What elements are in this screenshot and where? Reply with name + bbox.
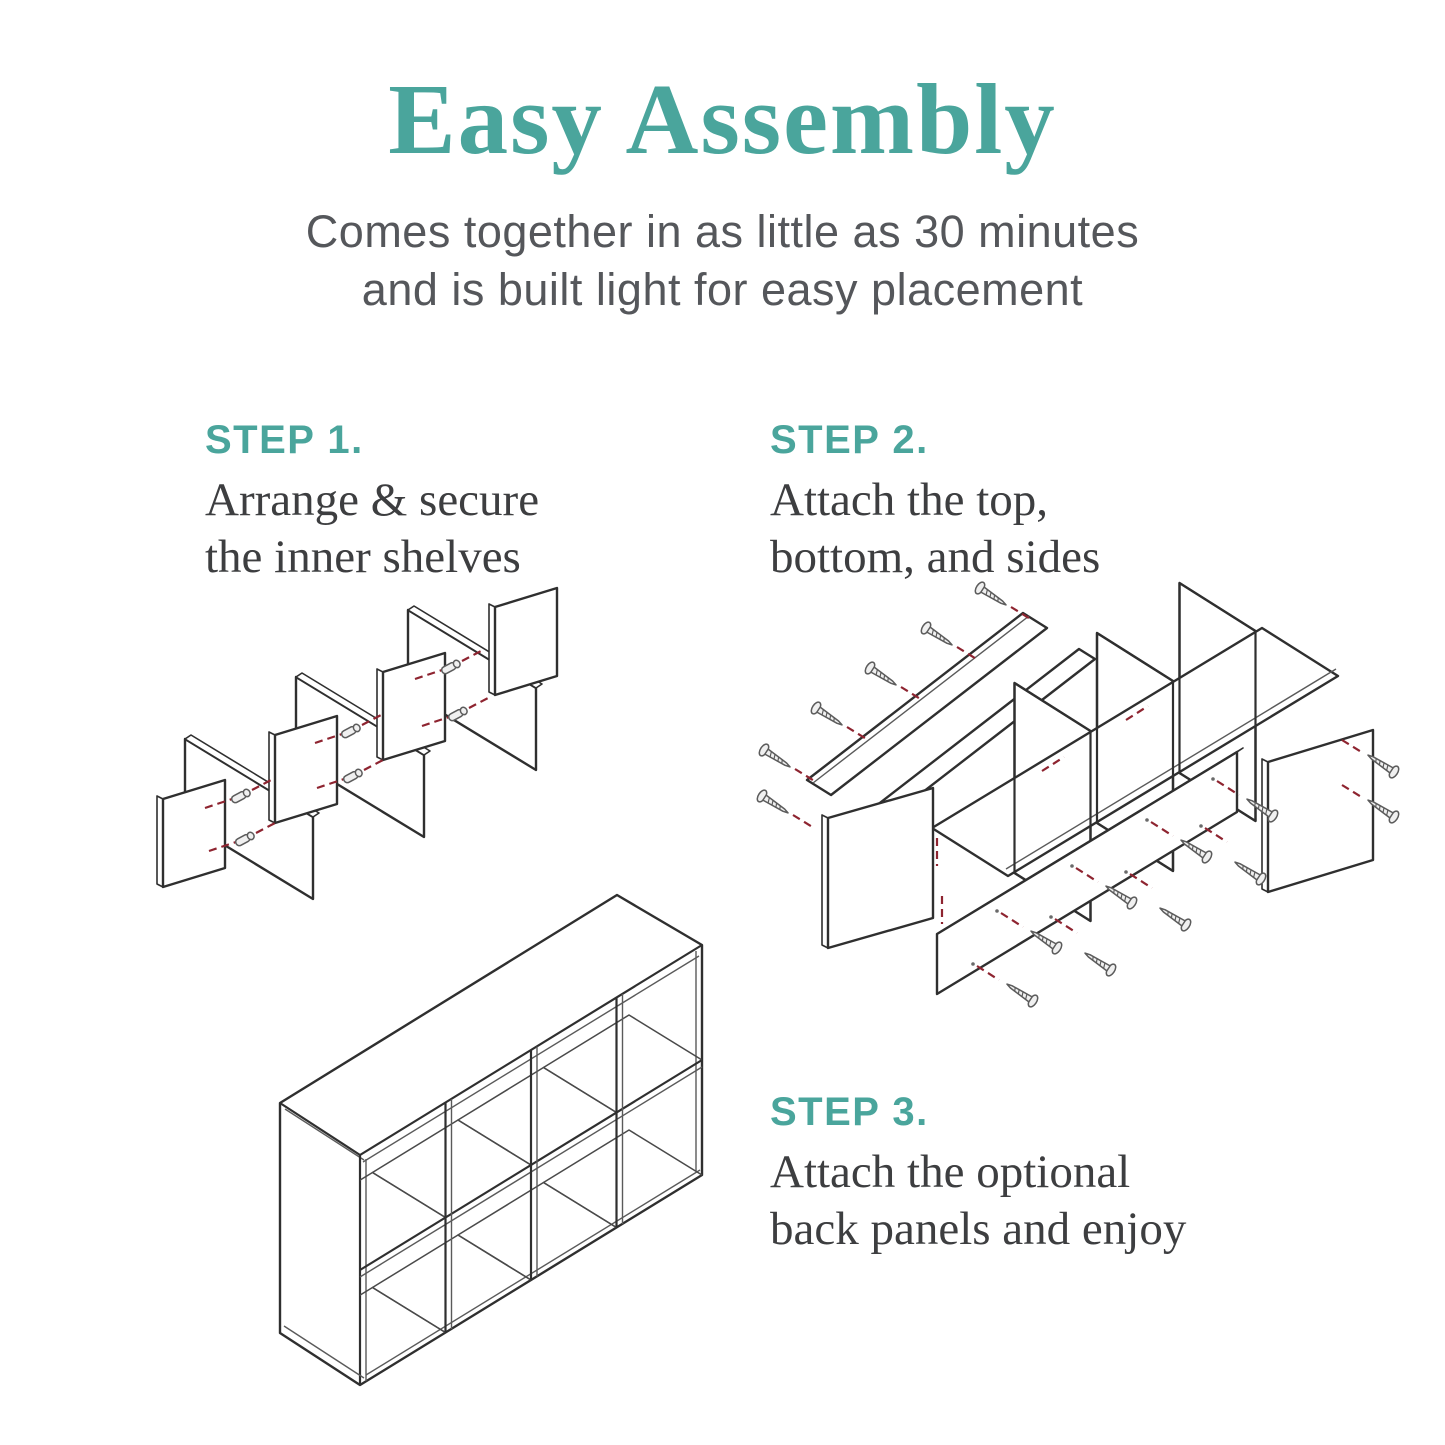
page-subtitle [0, 203, 1445, 318]
step-3-desc-line-1: Attach the optional [770, 1146, 1131, 1198]
step-1-description [205, 472, 539, 587]
step-3-description [770, 1144, 1186, 1259]
step-3-diagram-assembled-unit [225, 862, 800, 1392]
subtitle-line-1: Comes together in as little as 30 minutes [305, 206, 1140, 257]
step-3-text-block [770, 1092, 1186, 1259]
step-2-desc-line-1: Attach the top, [770, 474, 1049, 526]
step-2-text-block [770, 420, 1100, 587]
step-1-text-block [205, 420, 539, 587]
step-3-desc-line-2: back panels and enjoy [770, 1203, 1187, 1256]
step-2-label: STEP 2. [770, 418, 929, 462]
step-1-desc-line-1: Arrange & secure [205, 474, 540, 526]
subtitle-line-2: and is built light for easy placement [361, 263, 1084, 315]
step-2-desc-line-2: bottom, and sides [770, 531, 1101, 584]
page-title: Easy Assembly [388, 63, 1057, 175]
step-3-label: STEP 3. [770, 1090, 929, 1134]
step-1-desc-line-2: the inner shelves [205, 531, 521, 584]
step-1-label: STEP 1. [205, 418, 364, 462]
step-2-diagram-frame-attachment [742, 566, 1442, 1036]
